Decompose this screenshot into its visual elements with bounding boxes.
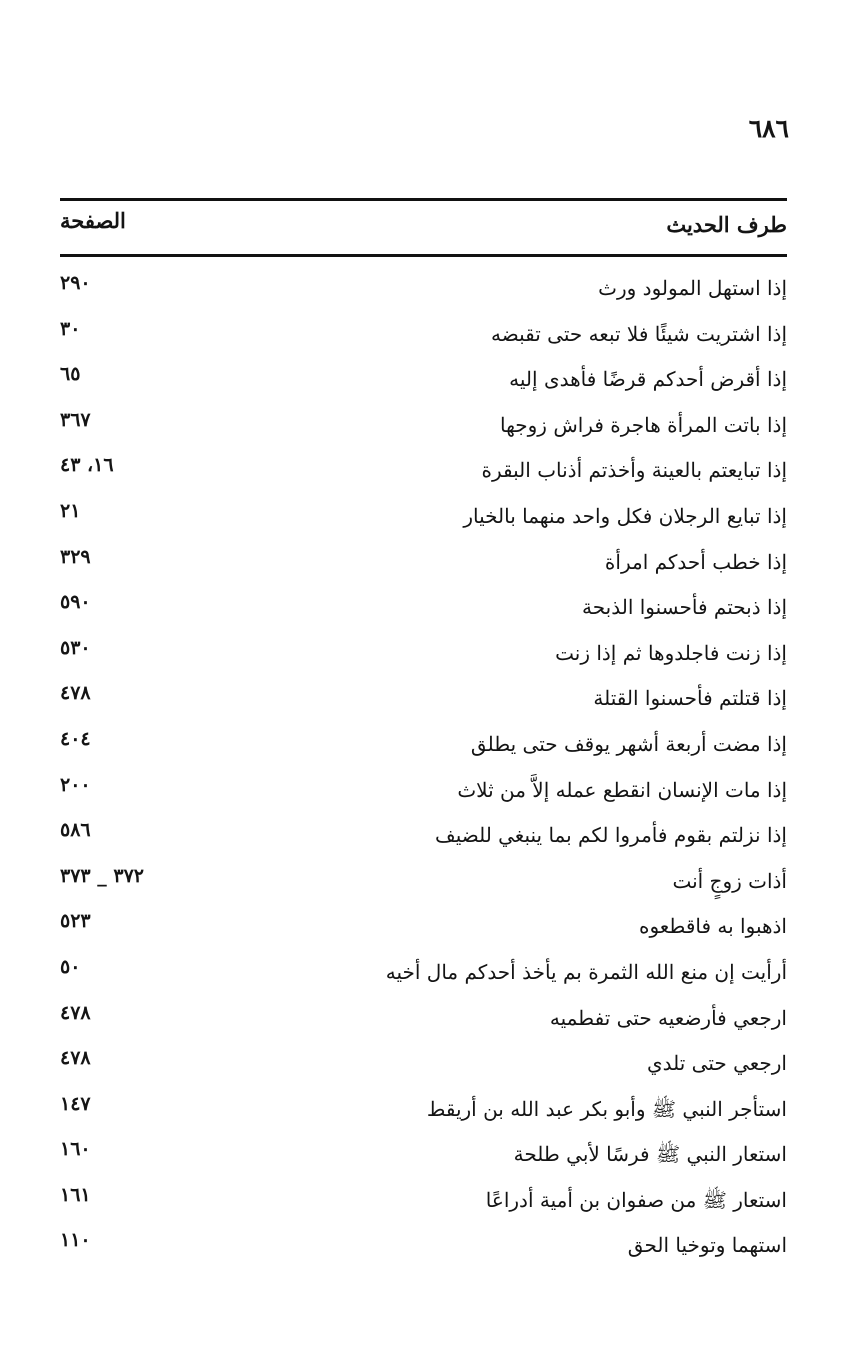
hadith-text: إذا مضت أربعة أشهر يوقف حتى يطلق <box>470 731 787 756</box>
page-reference: ٣٦٧ <box>60 408 91 431</box>
table-row <box>60 815 787 861</box>
hadith-text: استهما وتوخيا الحق <box>627 1233 787 1258</box>
hadith-text: إذا اشتريت شيئًا فلا تبعه حتى تقبضه <box>491 321 787 346</box>
table-row <box>60 678 787 724</box>
page-reference: ٣٧٢ _ ٣٧٣ <box>60 864 144 887</box>
page-reference: ٥٠ <box>60 955 81 978</box>
hadith-text: إذا باتت المرأة هاجرة فراش زوجها <box>499 412 787 437</box>
top-rule <box>60 198 787 201</box>
hadith-text: إذا مات الإنسان انقطع عمله إلاَّ من ثلاث <box>457 777 787 802</box>
table-row <box>60 1134 787 1180</box>
table-row <box>60 359 787 405</box>
page-reference: ١٤٧ <box>60 1092 91 1115</box>
table-row <box>60 770 787 816</box>
table-row <box>60 587 787 633</box>
table-row <box>60 1225 787 1271</box>
page-number: ٦٨٦ <box>748 114 789 143</box>
table-row <box>60 314 787 360</box>
page-reference: ٥٨٦ <box>60 819 91 842</box>
page-reference: ٥٣٠ <box>60 636 91 659</box>
page-reference: ٣٠ <box>60 317 81 340</box>
page-reference: ٣٢٩ <box>60 545 91 568</box>
page-reference: ٤٧٨ <box>60 682 91 705</box>
header-rule <box>60 254 787 257</box>
table-row <box>60 268 787 314</box>
page-reference: ٤٧٨ <box>60 1001 91 1024</box>
hadith-text: ارجعي فأرضعيه حتى تفطميه <box>549 1005 787 1030</box>
page-reference: ٥٢٣ <box>60 910 91 933</box>
page-reference: ٤٧٨ <box>60 1047 91 1070</box>
hadith-column-header: طرف الحديث <box>666 212 787 237</box>
table-row <box>60 496 787 542</box>
hadith-text: إذا أقرض أحدكم قرضًا فأهدى إليه <box>509 367 787 392</box>
page-reference: ٥٩٠ <box>60 591 91 614</box>
table-row <box>60 1089 787 1135</box>
hadith-text: إذا خطب أحدكم امرأة <box>604 549 787 574</box>
page-reference: ٢٩٠ <box>60 272 91 294</box>
table-row <box>60 861 787 907</box>
table-row <box>60 998 787 1044</box>
table-row <box>60 633 787 679</box>
page-reference: ٢٠٠ <box>60 773 91 796</box>
hadith-text: أرأيت إن منع الله الثمرة بم يأخذ أحدكم مال أخيه <box>385 959 787 984</box>
hadith-text: استعار النبي ﷺ فرسًا لأبي طلحة <box>513 1142 787 1167</box>
hadith-text: استأجر النبي ﷺ وأبو بكر عبد الله بن أريقط <box>426 1096 787 1121</box>
hadith-text: إذا تبايع الرجلان فكل واحد منهما بالخيار <box>463 503 787 528</box>
index-table-body <box>60 268 787 1271</box>
hadith-text: إذا قتلتم فأحسنوا القتلة <box>593 686 787 711</box>
table-row <box>60 1043 787 1089</box>
page-reference: ٤٠٤ <box>60 727 91 750</box>
page-reference: ١٦٠ <box>60 1138 91 1161</box>
page-column-header: الصفحة <box>60 208 126 233</box>
hadith-text: إذا زنت فاجلدوها ثم إذا زنت <box>555 640 787 665</box>
hadith-text: ارجعي حتى تلدي <box>646 1051 787 1076</box>
table-header <box>60 204 787 248</box>
page-reference: ١٦، ٤٣ <box>60 454 114 477</box>
hadith-text: إذا تبايعتم بالعينة وأخذتم أذناب البقرة <box>481 458 787 483</box>
table-row <box>60 906 787 952</box>
table-row <box>60 952 787 998</box>
table-row <box>60 1180 787 1226</box>
table-row <box>60 405 787 451</box>
hadith-text: اذهبوا به فاقطعوه <box>638 914 787 939</box>
hadith-text: إذا نزلتم بقوم فأمروا لكم بما ينبغي للضيف <box>434 823 787 848</box>
hadith-text: استعار ﷺ من صفوان بن أمية أدراعًا <box>485 1187 787 1212</box>
table-row <box>60 450 787 496</box>
page-reference: ١٦١ <box>60 1183 91 1206</box>
page-reference: ١١٠ <box>60 1229 91 1252</box>
page-reference: ٦٥ <box>60 363 81 386</box>
table-row <box>60 542 787 588</box>
hadith-text: إذا استهل المولود ورث <box>598 276 787 300</box>
page-reference: ٢١ <box>60 499 81 522</box>
table-row <box>60 724 787 770</box>
hadith-text: إذا ذبحتم فأحسنوا الذبحة <box>582 595 787 620</box>
hadith-text: أذات زوجٍ أنت <box>672 868 787 893</box>
